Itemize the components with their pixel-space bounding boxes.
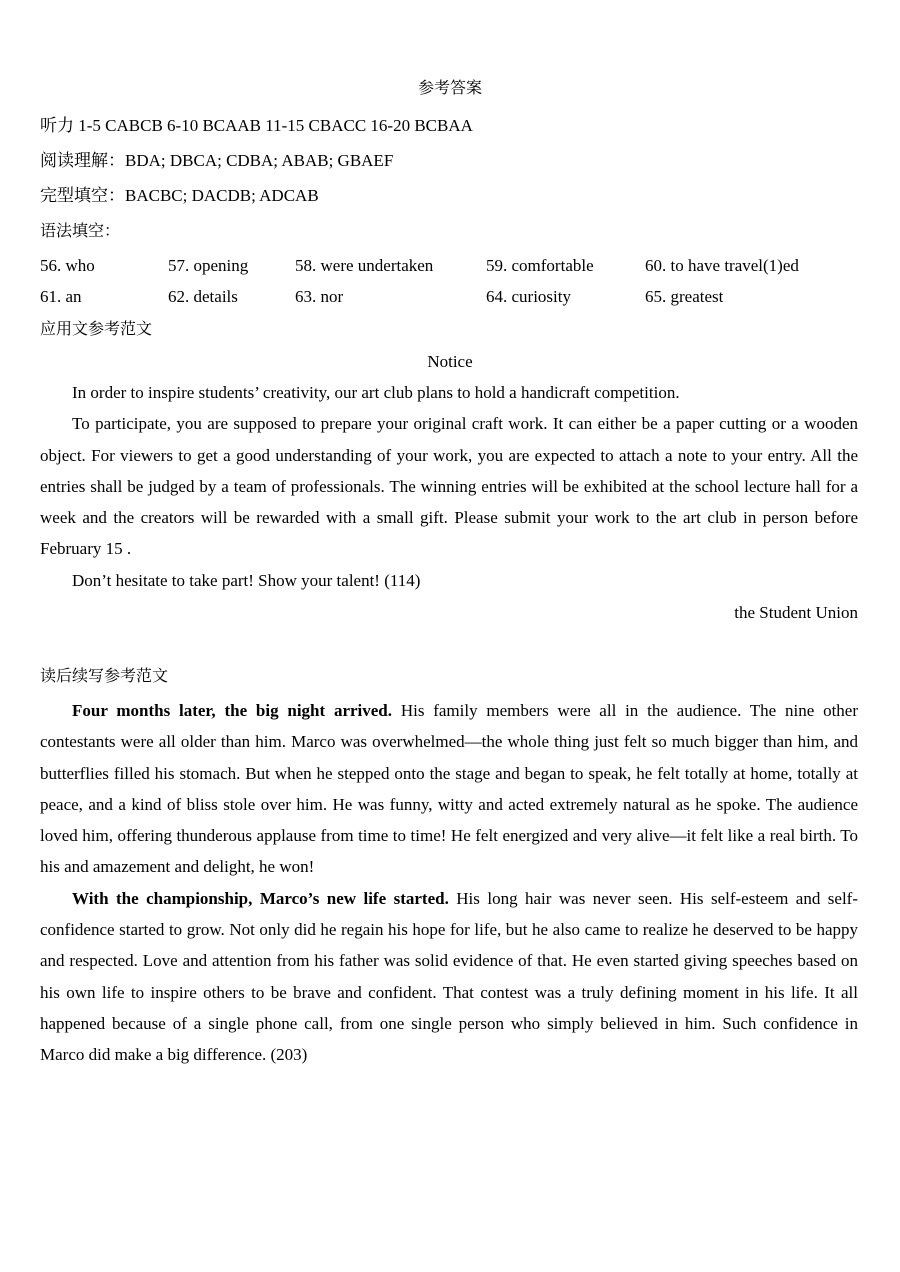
notice-body [40,377,858,596]
continuation-paragraph-1 [40,695,858,883]
notice-paragraph-2: To participate, you are supposed to prepare your original craft work. It can either be a paper cutting or a wooden object. For viewers to get a good understanding of your work, you are expected to attach a note to your entry. All the entries shall be judged by a team of professionals. The winning entries will be exhibited at the school lecture hall for a week and the creators will be rewarded with a small gift. Please submit your work to the art club in person before February 15 . [40,414,858,559]
page-title: 参考答案 [417,78,482,97]
continuation-body [40,695,858,1071]
paragraph-2-opening: With the championship, Marco’s new life started. [72,888,449,908]
applied-writing-heading: 应用文参考范文 [40,319,153,338]
reading-answers: 阅读理解：BDA; DBCA; CDBA; ABAB; GBAEF [40,151,394,170]
grammar-answer: 64. curiosity [486,287,571,306]
notice-signature: the Student Union [734,603,858,622]
notice-paragraph-3: Don’t hesitate to take part! Show your talent! (114) [72,570,421,590]
grammar-answer: 61. an [40,287,82,306]
notice-title: Notice [427,352,473,371]
paragraph-1-opening: Four months later, the big night arrived. [72,701,393,720]
grammar-answer: 65. greatest [645,287,724,306]
grammar-answer: 56. who [40,256,95,275]
notice-paragraph-1: In order to inspire students’ creativity, our art club plans to hold a handicraft competition. [72,383,680,402]
grammar-answer: 60. to have travel(1)ed [645,256,799,275]
grammar-answer: 58. were undertaken [295,256,434,275]
grammar-answer: 57. opening [168,256,249,275]
continuation-paragraph-2 [40,883,858,1071]
continuation-writing-heading: 读后续写参考范文 [40,666,169,685]
paragraph-2-text: His long hair was never seen. His self-esteem and self-confidence started to grow. Not only did he regain his hope for life, but he also came to realize he deserved to be happy and respected. Love and attention from his father was solid evidence of that. He even started giving speeches based on his own life to inspire others to be brave and confident. That contest was a truly defining moment in his life. It all happened because of a single phone call, from one single person who simply believed in him. Such confidence in Marco did make a big difference. (203) [40,888,859,1065]
listening-answers: 听力 1-5 CABCB 6-10 BCAAB 11-15 CBACC 16-20 BCBAA [40,116,473,135]
grammar-answer: 59. comfortable [486,256,594,275]
paragraph-1-text: His family members were all in the audience. The nine other contestants were all older than him. Marco was overwhelmed—the whole thing just felt so much bigger than him, and butterflies filled his stomach. But when he stepped onto the stage and began to speak, he felt totally at home, totally at peace, and a kind of bliss stole over him. He was funny, witty and acted extremely natural as he spoke. The audience loved him, offering thunderous applause from time to time! He felt energized and very alive—it felt like a real birth. To his and amazement and delight, he won! [40,701,858,877]
cloze-answers: 完型填空：BACBC; DACDB; ADCAB [40,186,319,205]
grammar-label: 语法填空： [40,221,121,240]
grammar-answer: 62. details [168,287,238,306]
grammar-answer: 63. nor [295,287,344,306]
